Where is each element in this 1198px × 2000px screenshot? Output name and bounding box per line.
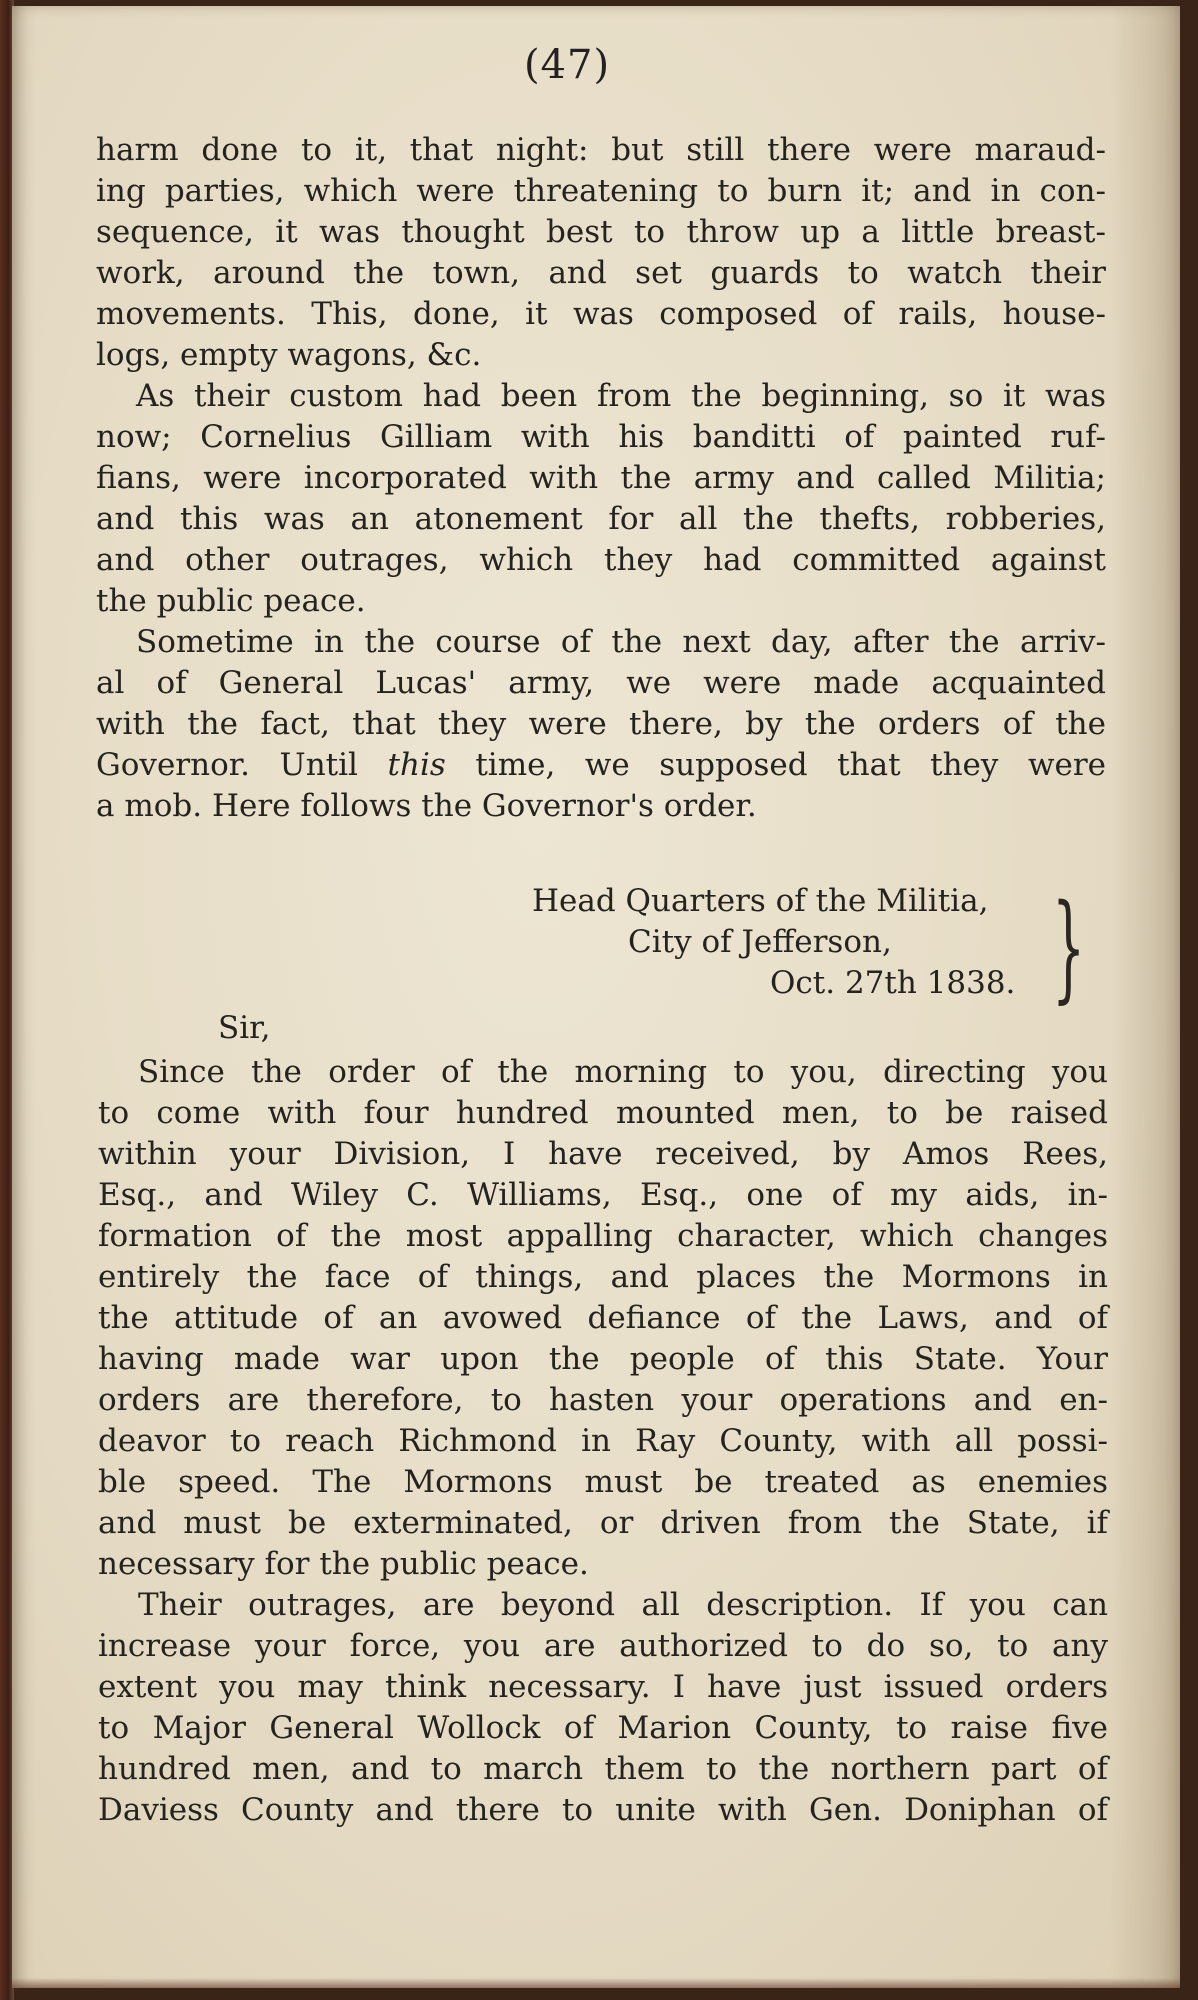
text-line: ble speed. The Mormons must be treated as enemies <box>98 1464 1108 1500</box>
body-text-top <box>96 130 1106 827</box>
text-segment: time, we supposed that they were <box>475 747 1106 783</box>
text-line: now; Cornelius Gilliam with his banditti of painted ruf- <box>96 419 1106 455</box>
letter-heading-line: City of Jefferson, <box>628 924 892 960</box>
text-line: work, around the town, and set guards to watch their <box>96 255 1106 291</box>
text-line: having made war upon the people of this State. Your <box>98 1341 1108 1377</box>
text-line: and must be exterminated, or driven from the State, if <box>98 1505 1108 1541</box>
text-line: al of General Lucas' army, we were made acquainted <box>96 665 1106 701</box>
text-line: a mob. Here follows the Governor's order. <box>96 788 757 824</box>
text-line: necessary for the public peace. <box>98 1546 589 1582</box>
text-segment: Governor. Until <box>96 747 358 783</box>
text-line: ing parties, which were threatening to burn it; and in con- <box>96 173 1106 209</box>
emphasis-word: this <box>387 747 446 783</box>
letter-heading <box>532 880 1092 1015</box>
text-line: sequence, it was thought best to throw up a little breast- <box>96 214 1106 250</box>
page-number: (47) <box>523 42 611 88</box>
text-line: the attitude of an avowed defiance of the Laws, and of <box>98 1300 1108 1336</box>
text-line: the public peace. <box>96 583 366 619</box>
text-line: hundred men, and to march them to the northern part of <box>98 1751 1108 1787</box>
text-line: fians, were incorporated with the army and called Militia; <box>96 460 1106 496</box>
paragraph-outrages <box>98 1585 1108 1831</box>
text-line: logs, empty wagons, &c. <box>96 337 482 373</box>
text-line: deavor to reach Richmond in Ray County, with all possi- <box>98 1423 1108 1459</box>
text-line: with the fact, that they were there, by the orders of the <box>96 706 1106 742</box>
text-line: within your Division, I have received, by Amos Rees, <box>98 1136 1108 1172</box>
text-line-with-emphasis <box>96 745 1106 786</box>
text-line: extent you may think necessary. I have just issued orders <box>98 1669 1108 1705</box>
letter-salutation: Sir, <box>218 1010 271 1046</box>
curly-brace-icon: } <box>1052 880 1086 1015</box>
text-line: movements. This, done, it was composed of rails, house- <box>96 296 1106 332</box>
text-line: increase your force, you are authorized to do so, to any <box>98 1628 1108 1664</box>
body-text-letter <box>98 1052 1108 1831</box>
text-line: Their outrages, are beyond all description. If you can <box>138 1587 1108 1623</box>
text-line: Daviess County and there to unite with Gen. Doniphan of <box>98 1792 1108 1828</box>
book-page <box>12 6 1180 1988</box>
text-line: to come with four hundred mounted men, to be raised <box>98 1095 1108 1131</box>
page-bottom-edge <box>12 1978 1180 1988</box>
paragraph-lucas <box>96 622 1106 827</box>
paragraph-barricade <box>96 130 1106 376</box>
paragraph-gilliam <box>96 376 1106 622</box>
text-line: formation of the most appalling character, which changes <box>98 1218 1108 1254</box>
text-line: orders are therefore, to hasten your operations and en- <box>98 1382 1108 1418</box>
text-line: entirely the face of things, and places the Mormons in <box>98 1259 1108 1295</box>
text-line: and this was an atonement for all the thefts, robberies, <box>96 501 1106 537</box>
text-line: Sometime in the course of the next day, after the arriv- <box>136 624 1106 660</box>
text-line: to Major General Wollock of Marion County, to raise five <box>98 1710 1108 1746</box>
text-line: harm done to it, that night: but still there were maraud- <box>96 132 1106 168</box>
letter-heading-line: Oct. 27th 1838. <box>770 965 1016 1001</box>
letter-heading-line: Head Quarters of the Militia, <box>532 883 989 919</box>
text-line: and other outrages, which they had committed against <box>96 542 1106 578</box>
paragraph-order <box>98 1052 1108 1585</box>
text-line: Esq., and Wiley C. Williams, Esq., one of my aids, in- <box>98 1177 1108 1213</box>
text-line: As their custom had been from the beginning, so it was <box>136 378 1106 414</box>
text-line: Since the order of the morning to you, directing you <box>138 1054 1108 1090</box>
